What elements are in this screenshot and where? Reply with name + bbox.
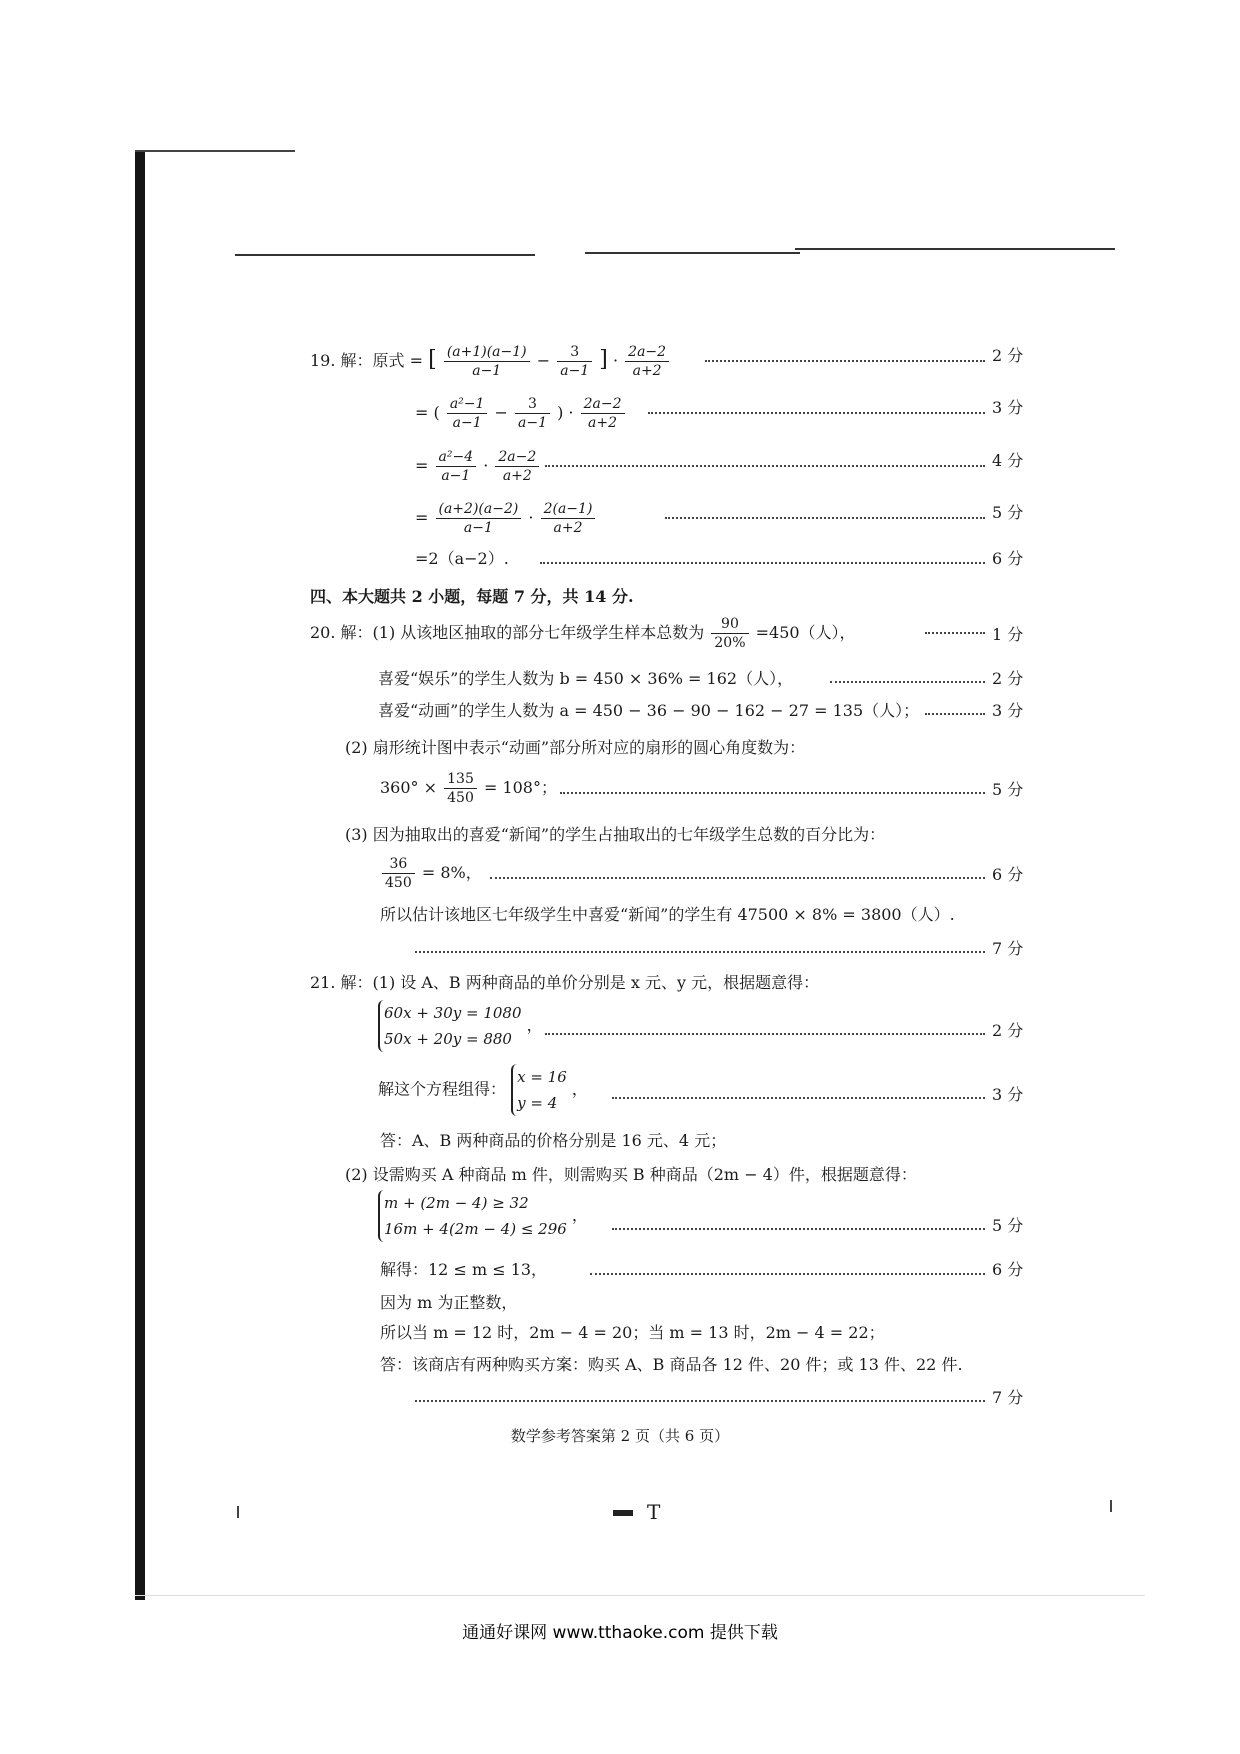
leader-dots [540, 562, 985, 564]
q19-line-1: 19. 解：原式 = [ $\frac{(a+1)(a-1)}{a-1}$ − $\frac{3}{a-1}$ ] · $\frac{2a-2}{a+2}$ [310, 343, 671, 380]
leader-dots [415, 1400, 985, 1402]
leader-dots [925, 713, 985, 715]
scan-mark: T [647, 1500, 661, 1524]
q21-part-2: (2) 设需购买 A 种商品 m 件，则需购买 B 种商品（2m − 4）件，根据题意得： [345, 1165, 917, 1184]
score: 5 分 [992, 1216, 1024, 1235]
scan-left-border [135, 150, 145, 1600]
score: 4 分 [992, 451, 1024, 470]
fraction: $\frac{2a-2}{a+2}$ [625, 343, 669, 380]
score: 2 分 [992, 1021, 1024, 1040]
q19-line-4: = $\frac{(a+2)(a-2)}{a-1}$ · $\frac{2(a-1)}{a+2}$ [415, 500, 597, 537]
header-rule [795, 248, 1115, 250]
score: 2 分 [992, 346, 1024, 365]
q21-system-1: 60x + 30y = 1080 50x + 20y = 880 ， [378, 1000, 543, 1052]
scan-mark [237, 1506, 239, 1518]
score: 6 分 [992, 865, 1024, 884]
scan-top-edge [135, 150, 295, 152]
leader-dots [545, 1033, 985, 1035]
q20-line-8: 所以估计该地区七年级学生中喜爱“新闻”的学生有 47500 × 8% = 3800（人）. [380, 905, 955, 924]
q20-line-1: 20. 解：(1) 从该地区抽取的部分七年级学生样本总数为 $\frac{90}{20\%}$ =450（人）， [310, 616, 856, 651]
score: 5 分 [992, 503, 1024, 522]
leader-dots [415, 951, 985, 953]
fraction: $\frac{(a+2)(a-2)}{a-1}$ [436, 500, 522, 537]
page-footer: 数学参考答案第 2 页（共 6 页） [510, 1427, 730, 1445]
q20-line-5: 360° × $\frac{135}{450}$ = 108°； [380, 771, 557, 806]
score: 6 分 [992, 549, 1024, 568]
fraction: $\frac{2(a-1)}{a+2}$ [541, 500, 596, 537]
q19-line-2: = ( $\frac{\text{a²−1}}{a-1}$ − $\frac{3}{a-1}$ ) · $\frac{2a-2}{a+2}$ [415, 395, 627, 432]
leader-dots [665, 517, 985, 519]
q20-line-3: 喜爱“动画”的学生人数为 a = 450 − 36 − 90 − 162 − 27 = 135（人）； [378, 701, 920, 720]
scan-mark [613, 1510, 633, 1516]
q20-line-4: (2) 扇形统计图中表示“动画”部分所对应的扇形的圆心角度数为： [345, 738, 806, 757]
score: 1 分 [992, 625, 1024, 644]
score: 3 分 [992, 398, 1024, 417]
inequality-system: m + (2m − 4) ≥ 32 16m + 4(2m − 4) ≤ 296 [378, 1190, 567, 1242]
equation-system: 60x + 30y = 1080 50x + 20y = 880 [378, 1000, 522, 1052]
download-credit: 通通好课网 www.tthaoke.com 提供下载 [462, 1623, 778, 1643]
q20-line-2: 喜爱“娱乐”的学生人数为 b = 450 × 36% = 162（人）， [378, 669, 794, 688]
score: 2 分 [992, 669, 1024, 688]
leader-dots [705, 360, 985, 362]
fraction: $\frac{\text{a²−4}}{a-1}$ [436, 448, 477, 485]
q19-line-3: = $\frac{\text{a²−4}}{a-1}$ · $\frac{2a-2}{a+2}$ [415, 448, 541, 485]
fraction: $\frac{36}{450}$ [382, 855, 415, 892]
leader-dots [590, 1273, 985, 1275]
leader-dots [545, 465, 985, 467]
fraction: $\frac{\text{a²−1}}{a-1}$ [447, 395, 488, 432]
scan-bottom-edge [135, 1595, 1145, 1596]
scan-mark [1110, 1500, 1112, 1512]
score: 7 分 [992, 1388, 1024, 1407]
q21-inequalities: m + (2m − 4) ≥ 32 16m + 4(2m − 4) ≤ 296 ， [378, 1190, 588, 1242]
fraction: $\frac{135}{450}$ [444, 770, 477, 807]
q21-range: 解得：12 ≤ m ≤ 13， [380, 1260, 548, 1279]
leader-dots [612, 1097, 985, 1099]
section-heading: 四、本大题共 2 小题，每题 7 分，共 14 分. [310, 587, 634, 606]
q21-cases: 所以当 m = 12 时，2m − 4 = 20；当 m = 13 时，2m − 4 = 22； [380, 1323, 885, 1342]
score: 3 分 [992, 701, 1024, 720]
fraction: $\frac{3}{a-1}$ [515, 395, 550, 432]
q21-line-1: 21. 解：(1) 设 A、B 两种商品的单价分别是 x 元、y 元，根据题意得： [310, 973, 820, 992]
header-rule [235, 254, 535, 256]
q20-line-6: (3) 因为抽取出的喜爱“新闻”的学生占抽取出的七年级学生总数的百分比为： [345, 825, 886, 844]
leader-dots [925, 632, 985, 634]
fraction: $\frac{(a+1)(a-1)}{a-1}$ [444, 343, 530, 380]
q20-line-7: $\frac{36}{450}$ = 8%， [380, 855, 482, 892]
fraction: $\frac{2a-2}{a+2}$ [581, 395, 625, 432]
equation-system: x = 16 y = 4 [511, 1064, 567, 1116]
leader-dots [648, 412, 985, 414]
fraction: $\frac{2a-2}{a+2}$ [495, 448, 539, 485]
leader-dots [830, 681, 985, 683]
q21-solution: 解这个方程组得： x = 16 y = 4 ， [378, 1064, 588, 1116]
fraction: $\frac{90}{20\%}$ [711, 615, 748, 652]
q21-integer-note: 因为 m 为正整数， [380, 1293, 518, 1312]
score: 6 分 [992, 1260, 1024, 1279]
leader-dots [490, 877, 985, 879]
score: 5 分 [992, 780, 1024, 799]
header-rule [585, 252, 800, 254]
leader-dots [560, 792, 985, 794]
leader-dots [612, 1228, 985, 1230]
score: 3 分 [992, 1085, 1024, 1104]
fraction: $\frac{3}{a-1}$ [557, 343, 592, 380]
q21-answer-1: 答：A、B 两种商品的价格分别是 16 元、4 元； [380, 1131, 727, 1150]
score: 7 分 [992, 939, 1024, 958]
q19-line-5: =2（a−2）. [415, 549, 509, 568]
q21-final-answer: 答：该商店有两种购买方案：购买 A、B 商品各 12 件、20 件；或 13 件、22 件. [380, 1355, 963, 1374]
